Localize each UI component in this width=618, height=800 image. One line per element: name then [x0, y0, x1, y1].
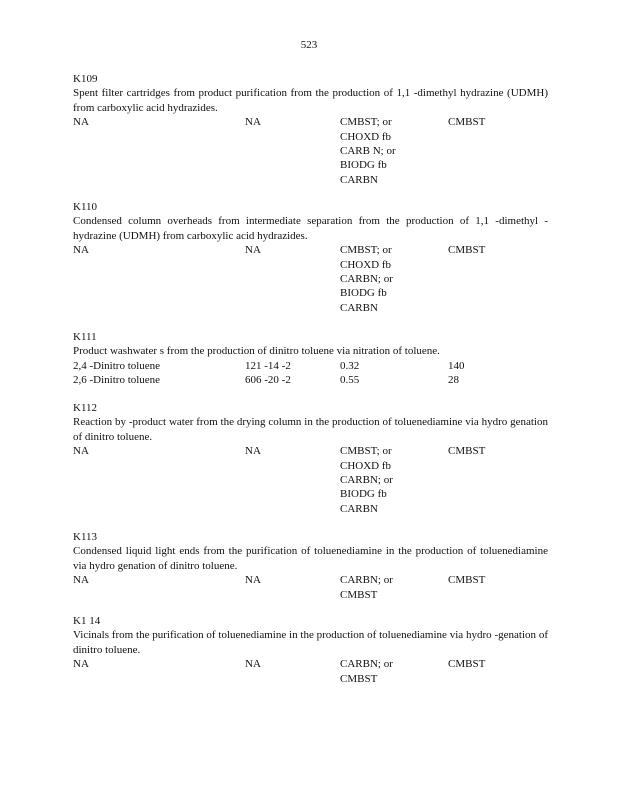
constituent-row	[73, 359, 548, 373]
waste-description: Vicinals from the purification of toluenediamine in the production of toluenediamine via hydro -genation of dinitro toluene.	[73, 629, 548, 656]
constituent-row	[73, 444, 548, 515]
waste-entry-k112	[73, 401, 548, 515]
method-line: CHOXD fb	[340, 130, 392, 143]
method-line: CARBN	[340, 502, 378, 515]
waste-description: Reaction by -product water from the drying column in the production of toluenediamine via hydro genation of dinitro toluene.	[73, 416, 548, 443]
waste-description: Product washwater s from the production of dinitro toluene via nitration of toluene.	[73, 345, 440, 358]
waste-code: K111	[73, 331, 97, 343]
waste-code: K110	[73, 201, 98, 213]
waste-description: Condensed column overheads from intermediate separation from the production of 1,1 -dimethyl -hydrazine (UDMH) from carboxylic acid hydrazides.	[73, 215, 548, 242]
method-line: BIODG fb	[340, 488, 387, 501]
method-line: CHOXD fb	[340, 459, 392, 472]
method-line: CARBN	[340, 301, 378, 314]
constituent-row	[73, 573, 548, 601]
standard-value: CMBST	[448, 445, 486, 458]
method-line: CMBST	[340, 588, 378, 601]
constituent-name: NA	[73, 445, 89, 458]
wastewater-standard: 0.55	[340, 374, 360, 387]
cas-number: NA	[245, 658, 261, 671]
method-line: BIODG fb	[340, 159, 387, 172]
waste-entry-k109	[73, 72, 548, 186]
standard-value: CMBST	[448, 116, 486, 129]
constituent-row	[73, 657, 548, 685]
treatment-methods	[340, 115, 396, 187]
method-line: CARBN	[340, 173, 378, 186]
method-line: CARBN; or	[340, 574, 393, 587]
waste-code: K1 14	[73, 615, 101, 627]
constituent-name: NA	[73, 574, 89, 587]
method-line: CARBN; or	[340, 273, 393, 286]
constituent-name: NA	[73, 658, 89, 671]
standard-value: 140	[448, 359, 465, 372]
cas-number: 121 -14 -2	[245, 359, 291, 372]
constituent-row	[73, 373, 548, 387]
waste-code: K112	[73, 402, 98, 414]
waste-entry-k110	[73, 200, 548, 314]
cas-number: NA	[245, 244, 261, 257]
waste-description: Spent filter cartridges from product purification from the production of 1,1 -dimethyl hydrazine (UDMH) from carboxylic acid hydrazides.	[73, 87, 548, 114]
treatment-methods	[340, 657, 393, 686]
method-line: CMBST; or	[340, 116, 392, 129]
method-line: CARBN; or	[340, 658, 393, 671]
standard-value: 28	[448, 374, 459, 387]
cas-number: 606 -20 -2	[245, 374, 291, 387]
constituent-name: 2,4 -Dinitro toluene	[73, 359, 161, 372]
standard-value: CMBST	[448, 658, 486, 671]
cas-number: NA	[245, 116, 261, 129]
constituent-row	[73, 243, 548, 314]
cas-number: NA	[245, 574, 261, 587]
waste-code: K109	[73, 73, 98, 85]
constituent-name: 2,6 -Dinitro toluene	[73, 374, 161, 387]
wastewater-standard: 0.32	[340, 359, 360, 372]
waste-entry-k111	[73, 330, 548, 388]
method-line: CARB N; or	[340, 145, 396, 158]
treatment-methods	[340, 243, 393, 315]
constituent-row	[73, 115, 548, 186]
method-line: CMBST; or	[340, 244, 392, 257]
constituent-name: NA	[73, 116, 89, 129]
constituent-name: NA	[73, 244, 89, 257]
page-number: 523	[300, 39, 318, 51]
waste-entry-k114	[73, 614, 548, 685]
treatment-methods	[340, 573, 393, 602]
standard-value: CMBST	[448, 574, 486, 587]
waste-entry-k113	[73, 530, 548, 601]
treatment-methods	[340, 444, 393, 516]
waste-code: K113	[73, 531, 98, 543]
standard-value: CMBST	[448, 244, 486, 257]
method-line: BIODG fb	[340, 287, 387, 300]
cas-number: NA	[245, 445, 261, 458]
method-line: CHOXD fb	[340, 258, 392, 271]
method-line: CMBST; or	[340, 445, 392, 458]
method-line: CMBST	[340, 672, 378, 685]
waste-description: Condensed liquid light ends from the purification of toluenediamine in the production of toluenediamine via hydro genation of dinitro toluene.	[73, 545, 548, 572]
method-line: CARBN; or	[340, 474, 393, 487]
